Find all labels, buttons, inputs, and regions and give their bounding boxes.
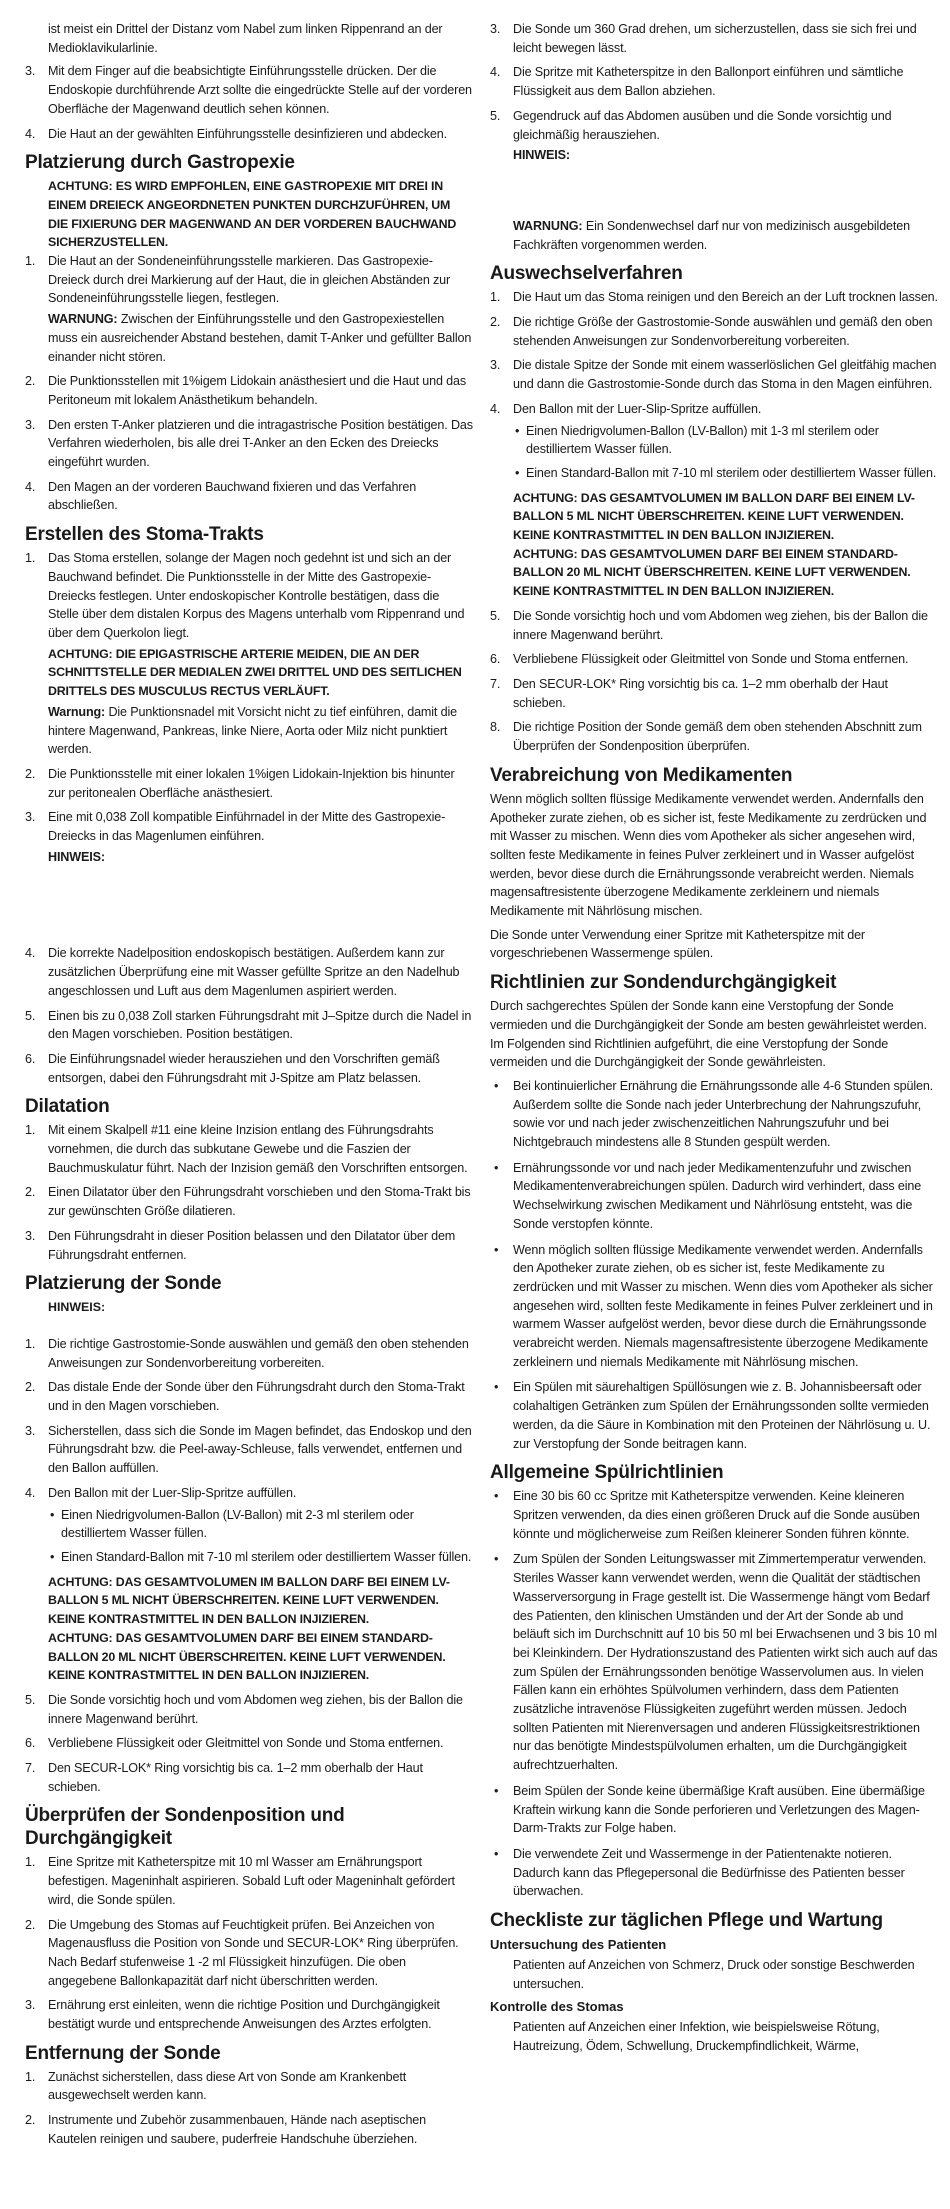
step-text: Die richtige Position der Sonde gemäß dem oben stehenden Abschnitt zum Überprüfen der Sondenposition überprüfen.: [513, 720, 922, 754]
bullet-icon: •: [494, 1380, 499, 1395]
platzierung-steps-cont: [25, 1691, 473, 1797]
section-heading-gastropexie: Platzierung durch Gastropexie: [25, 152, 295, 174]
bullet-icon: •: [515, 465, 520, 480]
section-heading-spuel: Allgemeine Spülrichtlinien: [490, 1462, 724, 1484]
step-number: 4.: [25, 126, 36, 141]
step-text: Die korrekte Nadelposition endoskopisch bestätigen. Außerdem kann zur zusätzlichen Überprüfung eine mit Wasser gefüllte Spritze an den Nadelhub angeschlossen und Luft aus dem Magenlumen aspiriert werden.: [48, 946, 460, 998]
hinweis-label: HINWEIS:: [48, 849, 105, 864]
list-item: 1. Zunächst sicherstellen, dass diese Art von Sonde am Krankenbett ausgewechselt werden kann.: [25, 2069, 407, 2103]
step-text: Den Ballon mit der Luer-Slip-Spritze auffüllen.: [48, 1485, 297, 1500]
list-item: 3. Eine mit 0,038 Zoll kompatible Einführnadel in der Mitte des Gastropexie-Dreiecks in das Magenlumen einführen. HINWEIS:: [25, 808, 473, 938]
left-column: [25, 20, 473, 2155]
list-item: • Einen Niedrigvolumen-Ballon (LV-Ballon) mit 2-3 ml sterilem oder destilliertem Wasser füllen.: [50, 1507, 414, 1541]
section-heading-dilatation: Dilatation: [25, 1096, 110, 1118]
step-text: Die Punktionsstelle mit einer lokalen 1%igen Lidokain-Injektion bis hinunter zur peritonealen Oberfläche anästhesiert.: [48, 766, 455, 800]
list-item: • Beim Spülen der Sonde keine übermäßige Kraft ausüben. Eine übermäßige Kraftein wirkung kann die Sonde perforieren und Verletzungen des Magen-Darm-Trakts zur Folge haben.: [494, 1783, 925, 1836]
right-column: [490, 20, 938, 2061]
list-item: • Ein Spülen mit säurehaltigen Spüllösungen wie z. B. Johannisbeersaft oder colahaltigen Getränken zum Spülen der Ernährungssonden sollte vermieden werden, da die Säure in Kombination mit den Proteinen der Nährlösung u. U. zur Verstopfung der Sonde beitragen kann.: [494, 1380, 931, 1451]
bullet-list: [490, 1487, 938, 1901]
list-item: 5. Die Sonde vorsichtig hoch und vom Abdomen weg ziehen, bis der Ballon die innere Magenwand berührt.: [490, 608, 928, 642]
list-item: 2. Die Punktionsstellen mit 1%igem Lidokain anästhesiert und die Haut und das Peritoneum mit lokalem Anästhetikum behandeln.: [25, 374, 467, 407]
platzierung-steps: [25, 1335, 473, 1567]
caution-text: ACHTUNG: DAS GESAMTVOLUMEN IM BALLON DARF BEI EINEM LV-BALLON 5 ML NICHT ÜBERSCHREITEN. KEINE LUFT VERWENDEN. KEINE KONTRASTMITTEL IN DEN BALLON INJIZIEREN.: [513, 490, 915, 543]
subheading: Kontrolle des Stomas: [490, 1999, 624, 2015]
list-item: • Bei kontinuierlicher Ernährung die Ernährungssonde alle 4-6 Stunden spülen. Außerdem sollte die Sonde nach jeder Unterbrechung der Nahrungszufuhr, sowie vor und nach jeder zwischenzeitlichen Nahrungszufuhr und bei Nichtgebrauch mindestens alle 8 Stunden gespült werden.: [494, 1078, 934, 1150]
list-item: • Zum Spülen der Sonden Leitungswasser mit Zimmertemperatur verwenden. Steriles Wasser kann verwendet werden, wenn die Qualität der städtischen Wasserversorgung in Frage gestellt ist. Die Wassermenge hängt vom Bedarf des Patienten, den klinischen Umständen und der Art der Sonde ab und beläuft sich im Durchschnitt auf 10 bis 50 ml bei Erwachsenen und 3 bis 10 ml bei Kleinkindern. Der Hydrationszustand des Patienten wirkt sich auch auf das zum Spülen der Ernährungssonden benötige Wasservolumen aus. In vielen Fällen kann ein erhöhtes Spülvolumen verhindern, dass dem Patienten zusätzliche intravenöse Flüssigkeiten zugeführt werden müssen. Jedoch sollten Patienten mit Nierenversagen und anderen Flüssigkeitsrestriktionen nur das benötigte Mindestspülvolumen erhalten, um die Durchgängigkeit aufrechtzuerhalten.: [494, 1552, 938, 1773]
hinweis-label: HINWEIS:: [48, 1300, 106, 1315]
step-text: Verbliebene Flüssigkeit oder Gleitmittel von Sonde und Stoma entfernen.: [513, 652, 909, 667]
list-item: 2. Die Punktionsstelle mit einer lokalen 1%igen Lidokain-Injektion bis hinunter zur peritonealen Oberfläche anästhesiert.: [25, 766, 455, 800]
list-item: 3. Den Führungsdraht in dieser Position belassen und den Dilatator über dem Führungsdraht entfernen.: [25, 1228, 456, 1262]
bullet-icon: •: [50, 1550, 55, 1564]
step-text: Die Sonde um 360 Grad drehen, um sicherzustellen, dass sie sich frei und leicht bewegen lässt.: [513, 22, 917, 55]
list-item: 4. Den Ballon mit der Luer-Slip-Spritze auffüllen. • Einen Niedrigvolumen-Ballon (LV-Ballon) mit 1-3 ml sterilem oder destilliertem Wasser füllen. • Einen Standard-Ballon mit 7-10 ml sterilem oder destilliertem Wasser füllen.: [490, 400, 938, 483]
step-text: Die Haut um das Stoma reinigen und den Bereich an der Luft trocknen lassen.: [513, 290, 938, 305]
paragraph: Patienten auf Anzeichen einer Infektion, wie beispielsweise Rötung, Hautreizung, Ödem, Schwellung, Druckempfindlichkeit, Wärme,: [513, 2020, 880, 2054]
step-text: Mit dem Finger auf die beabsichtigte Einführungsstelle drücken. Der die Endoskopie durchführende Arzt sollte die eingedrückte Stelle auf der vorderen Oberfläche der Magenwand deutlich sehen können.: [48, 64, 472, 116]
list-item: 1. Das Stoma erstellen, solange der Magen noch gedehnt ist und sich an der Bauchwand befindet. Die Punktionsstelle in der Mitte des Gastropexie-Dreiecks festlegen. Unter endoskopischer Kontrolle bestätigen, dass die Stelle über dem distalen Korpus des Magens unterhalb vom Rippenrand und über dem Querkolon liegt. ACHTUNG: DIE EPIGASTRISCHE ARTERIE MEIDEN, DIE AN DER SCHNITTSTELLE DER MEDIALEN ZWEI DRITTEL UND DES SEITLICHEN DRITTELS DES MUSCULUS RECTUS VERLÄUFT. Warnung: Die Punktionsnadel mit Vorsicht nicht zu tief einführen, damit die hintere Magenwand, Pankreas, linke Niere, Aorta oder Milz nicht punktiert werden.: [25, 549, 473, 759]
entfernung-steps-cont: [490, 20, 938, 165]
step-text: Sicherstellen, dass sich die Sonde im Magen befindet, das Endoskop und den Führungsdraht bzw. die Peel-away-Schleuse, falls verwendet, entfernen und den Ballon auffüllen.: [48, 1423, 472, 1476]
bullet-icon: •: [494, 1489, 499, 1504]
step-text: Eine mit 0,038 Zoll kompatible Einführnadel in der Mitte des Gastropexie-Dreiecks in das Magenlumen einführen.: [48, 810, 446, 844]
list-item: 6. Die Einführungsnadel wieder herausziehen und den Vorschriften gemäß entsorgen, dabei den Führungsdraht mit J-Spitze am Platz belassen.: [25, 1051, 440, 1085]
intro-steps: [25, 62, 473, 143]
list-item: 1. Die Haut um das Stoma reinigen und den Bereich an der Luft trocknen lassen.: [490, 290, 938, 305]
hinweis-label: HINWEIS:: [513, 148, 570, 163]
paragraph: Die Sonde unter Verwendung einer Spritze mit Katheterspitze mit der vorgeschriebenen Wassermenge spülen.: [490, 927, 865, 961]
list-item: 6. Verbliebene Flüssigkeit oder Gleitmittel von Sonde und Stoma entfernen.: [490, 652, 909, 667]
warning-label: WARNUNG:: [48, 312, 118, 327]
step-text: Den Magen an der vorderen Bauchwand fixieren und das Verfahren abschließen.: [48, 479, 417, 513]
paragraph: Patienten auf Anzeichen von Schmerz, Druck oder sonstige Beschwerden untersuchen.: [513, 1958, 915, 1991]
warning-note: WARNUNG: Ein Sondenwechsel darf nur von medizinisch ausgebildeten Fachkräften vorgenommen werden.: [513, 218, 910, 252]
caution-text: ACHTUNG: DIE EPIGASTRISCHE ARTERIE MEIDEN, DIE AN DER SCHNITTSTELLE DER MEDIALEN ZWEI DRITTEL UND DES SEITLICHEN DRITTELS DES MUSCULUS RECTUS VERLÄUFT.: [48, 646, 462, 699]
step-text: Einen Dilatator über den Führungsdraht vorschieben und den Stoma-Trakt bis zur gewünschten Größe dilatieren.: [48, 1185, 471, 1219]
list-item: 4. Den Magen an der vorderen Bauchwand fixieren und das Verfahren abschließen.: [25, 479, 417, 513]
list-item: • Einen Standard-Ballon mit 7-10 ml sterilem oder destilliertem Wasser füllen.: [513, 464, 938, 483]
list-item: • Einen Niedrigvolumen-Ballon (LV-Ballon) mit 1-3 ml sterilem oder destilliertem Wasser füllen.: [515, 423, 879, 457]
list-item: • Wenn möglich sollten flüssige Medikamente verwendet werden. Andernfalls den Apotheker zurate ziehen, ob es sicher ist, feste Medikamente zu zerdrücken und mit Wasser zu mischen. Wenn dies vom Apotheker als sicher angesehen wird, sollten feste Medikamente in feines Pulver zerkleinert und in warmem Wasser aufgelöst werden, bevor diese durch die Ernährungssonde verabreicht werden. Niemals magensaftresistente überzogene Medikamente zerkleinern und niemals Medikamente mit Nährlösung mischen.: [494, 1242, 933, 1369]
intro-continuation: ist meist ein Drittel der Distanz vom Nabel zum linken Rippenrand an der Medioklavikularlinie.: [48, 22, 443, 55]
list-item: 1. Die Haut an der Sondeneinführungsstelle markieren. Das Gastropexie-Dreieck durch drei Markierung auf der Haut, die in gleichen Abständen zur Sondeneinführungsstelle liegen, festlegen. WARNUNG: Zwischen der Einführungsstelle und den Gastropexiestellen muss ein ausreichender Abstand bestehen, damit T-Anker und gefüllter Ballon einander nicht stören.: [25, 252, 473, 366]
step-text: Die Haut an der Sondeneinführungsstelle markieren. Das Gastropexie-Dreieck durch drei Markierung auf der Haut, die in gleichen Abständen zur Sondeneinführungsstelle liegen, festlegen.: [48, 254, 451, 306]
list-item: 3. Ernährung erst einleiten, wenn die richtige Position und Durchgängigkeit bestätigt wurde und entsprechende Anweisungen des Arztes erfolgten.: [25, 1998, 440, 2032]
auswechsel-steps: [490, 288, 938, 482]
bullet-icon: •: [515, 423, 520, 438]
list-item: 2. Die Umgebung des Stomas auf Feuchtigkeit prüfen. Bei Anzeichen von Magenausfluss die Position von Sonde und SECUR-LOK* Ring überprüfen. Nach Bedarf stufenweise 1 -2 ml Flüssigkeit hinzufügen. Die oben angegebene Ballonkapazität darf nicht überschritten werden.: [25, 1917, 459, 1988]
warning-note: Warnung: Die Punktionsnadel mit Vorsicht nicht zu tief einführen, damit die hintere Magenwand, Pankreas, linke Niere, Aorta oder Milz nicht punktiert werden.: [48, 704, 457, 757]
section-heading-stoma: Erstellen des Stoma-Trakts: [25, 524, 264, 546]
list-item: 3. Die Sonde um 360 Grad drehen, um sicherzustellen, dass sie sich frei und leicht bewegen lässt.: [490, 22, 917, 55]
subheading: Untersuchung des Patienten: [490, 1937, 667, 1953]
step-text: Die Umgebung des Stomas auf Feuchtigkeit prüfen. Bei Anzeichen von Magenausfluss die Position von Sonde und SECUR-LOK* Ring überprüfen. Nach Bedarf stufenweise 1 -2 ml Flüssigkeit hinzufügen. Die oben angegebene Ballonkapazität darf nicht überschritten werden.: [48, 1917, 459, 1988]
bullet-list: [513, 422, 938, 483]
step-text: Den ersten T-Anker platzieren und die intragastrische Position bestätigen. Das Verfahren wiederholen, bis alle drei T-Anker an den Ecken des Dreiecks eingeführt wurden.: [48, 417, 473, 470]
list-item: 2. Die richtige Größe der Gastrostomie-Sonde auswählen und gemäß den oben stehenden Anweisungen zur Sondenvorbereitung vorbereiten.: [490, 315, 933, 348]
step-text: Eine Spritze mit Katheterspitze mit 10 ml Wasser am Ernährungsport befestigen. Mageninhalt aspirieren. Sobald Luft oder Mageninhalt gefördert wird, die Sonde spülen.: [48, 1855, 455, 1907]
list-item: 5. Gegendruck auf das Abdomen ausüben und die Sonde vorsichtig und gleichmäßig herausziehen. HINWEIS:: [490, 107, 938, 165]
step-text: Die distale Spitze der Sonde mit einem wasserlöslichen Gel gleitfähig machen und dann die Gastrostomie-Sonde durch das Stoma in den Magen einführen.: [513, 358, 937, 392]
section-heading-platzierung: Platzierung der Sonde: [25, 1273, 222, 1295]
bullet-list: [490, 1077, 938, 1453]
caution-text: ACHTUNG: DAS GESAMTVOLUMEN DARF BEI EINEM STANDARD-BALLON 20 ML NICHT ÜBERSCHREITEN. KEINE LUFT VERWENDEN. KEINE KONTRASTMITTEL IN DEN BALLON INJIZIEREN.: [48, 1630, 446, 1683]
step-text: Das Stoma erstellen, solange der Magen noch gedehnt ist und sich an der Bauchwand befindet. Die Punktionsstelle in der Mitte des Gastropexie-Dreiecks festlegen. Unter endoskopischer Kontrolle bestätigen, dass die Stelle über dem distalen Korpus des Magens unterhalb vom Rippenrand und über dem Querkolon liegt.: [48, 551, 465, 640]
step-text: Verbliebene Flüssigkeit oder Gleitmittel von Sonde und Stoma entfernen.: [48, 1736, 444, 1751]
step-text: Zunächst sicherstellen, dass diese Art von Sonde am Krankenbett ausgewechselt werden kann.: [48, 2069, 407, 2103]
bullet-icon: •: [494, 1160, 499, 1175]
step-number: 3.: [25, 64, 36, 79]
step-text: Die richtige Gastrostomie-Sonde auswählen und gemäß den oben stehenden Anweisungen zur Sondenvorbereitung vorbereiten.: [48, 1336, 469, 1370]
list-item: 2. Das distale Ende der Sonde über den Führungsdraht durch den Stoma-Trakt und in den Magen vorschieben.: [25, 1380, 465, 1414]
list-item: 7. Den SECUR-LOK* Ring vorsichtig bis ca. 1–2 mm oberhalb der Haut schieben.: [490, 676, 888, 710]
section-heading-medikamente: Verabreichung von Medikamenten: [490, 764, 793, 786]
list-item: 1. Die richtige Gastrostomie-Sonde auswählen und gemäß den oben stehenden Anweisungen zur Sondenvorbereitung vorbereiten.: [25, 1336, 469, 1370]
step-text: Die Sonde vorsichtig hoch und vom Abdomen weg ziehen, bis der Ballon die innere Magenwand berührt.: [48, 1692, 463, 1726]
list-item: 3. Sicherstellen, dass sich die Sonde im Magen befindet, das Endoskop und den Führungsdraht bzw. die Peel-away-Schleuse, falls verwendet, entfernen und den Ballon auffüllen.: [25, 1423, 472, 1476]
list-item: • Einen Standard-Ballon mit 7-10 ml sterilem oder destilliertem Wasser füllen.: [48, 1548, 473, 1567]
entfernung-steps: [25, 2068, 473, 2149]
step-text: Die Sonde vorsichtig hoch und vom Abdomen weg ziehen, bis der Ballon die innere Magenwand berührt.: [513, 608, 928, 642]
step-text: Einen bis zu 0,038 Zoll starken Führungsdraht mit J–Spitze durch die Nadel in den Magen vorschieben. Position bestätigen.: [48, 1008, 472, 1042]
caution-text: ACHTUNG: DAS GESAMTVOLUMEN IM BALLON DARF BEI EINEM LV-BALLON 5 ML NICHT ÜBERSCHREITEN. KEINE LUFT VERWENDEN. KEINE KONTRASTMITTEL IN DEN BALLON INJIZIEREN.: [48, 1574, 450, 1627]
section-heading-richtlinien: Richtlinien zur Sondendurchgängigkeit: [490, 972, 837, 994]
bullet-icon: •: [494, 1078, 499, 1093]
step-text: Die richtige Größe der Gastrostomie-Sonde auswählen und gemäß den oben stehenden Anweisungen zur Sondenvorbereitung vorbereiten.: [513, 315, 933, 348]
step-text: Instrumente und Zubehör zusammenbauen, Hände nach aseptischen Kautelen reinigen und saubere, puderfreie Handschuhe überziehen.: [48, 2113, 427, 2146]
list-item: • Ernährungssonde vor und nach jeder Medikamentenzufuhr und zwischen Medikamentenverabreichungen spülen. Dadurch wird verhindert, dass eine Wechselwirkung zwischen Medikament und Nährlösung entsteht, was die Sonde verstopfen könnte.: [494, 1160, 922, 1231]
step-text: Gegendruck auf das Abdomen ausüben und die Sonde vorsichtig und gleichmäßig herausziehen.: [513, 108, 892, 142]
warning-note: WARNUNG: Zwischen der Einführungsstelle und den Gastropexiestellen muss ein ausreichender Abstand bestehen, damit T-Anker und gefüllter Ballon einander nicht stören.: [48, 312, 472, 364]
step-text: Mit einem Skalpell #11 eine kleine Inzision entlang des Führungsdrahts vornehmen, die durch das subkutane Gewebe und die Faszien der Bauchmuskulatur führt. Nach der Inzision gemäß den Vorschriften entsorgen.: [48, 1123, 468, 1175]
bullet-icon: •: [50, 1507, 55, 1522]
list-item: 7. Den SECUR-LOK* Ring vorsichtig bis ca. 1–2 mm oberhalb der Haut schieben.: [25, 1761, 423, 1794]
bullet-icon: •: [494, 1846, 499, 1861]
paragraph: Durch sachgerechtes Spülen der Sonde kann eine Verstopfung der Sonde vermieden und die Durchgängigkeit der Sonde am besten gewährleistet werden. Im Folgenden sind Richtlinien aufgeführt, die eine Verstopfung der Sonde vermeiden und die Durchgängigkeit der Sonde gewährleisten.: [490, 999, 927, 1070]
step-text: Ernährung erst einleiten, wenn die richtige Position und Durchgängigkeit bestätigt wurde und entsprechende Anweisungen des Arztes erfolgten.: [48, 1998, 440, 2032]
bullet-list: [48, 1506, 473, 1567]
ueberpruefen-steps: [25, 1853, 473, 2033]
step-text: Die Spritze mit Katheterspitze in den Ballonport einführen und sämtliche Flüssigkeit aus dem Ballon abziehen.: [513, 65, 904, 99]
list-item: 2. Einen Dilatator über den Führungsdraht vorschieben und den Stoma-Trakt bis zur gewünschten Größe dilatieren.: [25, 1185, 471, 1219]
list-item: 3. Den ersten T-Anker platzieren und die intragastrische Position bestätigen. Das Verfahren wiederholen, bis alle drei T-Anker an den Ecken des Dreiecks eingeführt wurden.: [25, 417, 473, 470]
list-item: 8. Die richtige Position der Sonde gemäß dem oben stehenden Abschnitt zum Überprüfen der Sondenposition überprüfen.: [490, 720, 922, 754]
step-text: Die Haut an der gewählten Einführungsstelle desinfizieren und abdecken.: [48, 126, 447, 141]
step-text: Den Führungsdraht in dieser Position belassen und den Dilatator über dem Führungsdraht entfernen.: [48, 1228, 456, 1262]
auswechsel-steps-cont: [490, 607, 938, 756]
list-item: 5. Einen bis zu 0,038 Zoll starken Führungsdraht mit J–Spitze durch die Nadel in den Magen vorschieben. Position bestätigen.: [25, 1008, 472, 1042]
list-item: 4. Die Spritze mit Katheterspitze in den Ballonport einführen und sämtliche Flüssigkeit aus dem Ballon abziehen.: [490, 65, 904, 99]
section-heading-checkliste: Checkliste zur täglichen Pflege und Wartung: [490, 1910, 883, 1932]
list-item: 4. Den Ballon mit der Luer-Slip-Spritze auffüllen. • Einen Niedrigvolumen-Ballon (LV-Ballon) mit 2-3 ml sterilem oder destilliertem Wasser füllen. • Einen Standard-Ballon mit 7-10 ml sterilem oder destilliertem Wasser füllen.: [25, 1484, 473, 1567]
section-heading-entfernung: Entfernung der Sonde: [25, 2042, 221, 2064]
section-heading-ueberpruefen: Überprüfen der Sondenposition und Durchgängigkeit: [25, 1805, 345, 1850]
list-item: [25, 125, 473, 144]
step-text: Die Punktionsstellen mit 1%igem Lidokain anästhesiert und die Haut und das Peritoneum mit lokalem Anästhetikum behandeln.: [48, 374, 467, 407]
bullet-icon: •: [494, 1552, 499, 1567]
list-item: 6. Verbliebene Flüssigkeit oder Gleitmittel von Sonde und Stoma entfernen.: [25, 1736, 444, 1751]
list-item: 3. Die distale Spitze der Sonde mit einem wasserlöslichen Gel gleitfähig machen und dann die Gastrostomie-Sonde durch das Stoma in den Magen einführen.: [490, 358, 937, 392]
warning-label: WARNUNG:: [513, 218, 583, 233]
paragraph: Wenn möglich sollten flüssige Medikamente verwendet werden. Andernfalls den Apotheker zurate ziehen, ob es sicher ist, feste Medikamente zu zerdrücken und mit Wasser zu mischen. Wenn dies vom Apotheker als sicher angesehen wird, sollten feste Medikamente in feines Pulver zerkleinert und in Wasser aufgelöst werden, bevor diese durch die Ernährungssonde verabreicht werden. Niemals magensaftresistente überzogene Medikamente zerkleinern und niemals Medikamente mit Nährlösung mischen.: [490, 791, 927, 919]
section-heading-auswechsel: Auswechselverfahren: [490, 263, 683, 285]
list-item: 1. Eine Spritze mit Katheterspitze mit 10 ml Wasser am Ernährungsport befestigen. Mageninhalt aspirieren. Sobald Luft oder Mageninhalt gefördert wird, die Sonde spülen.: [25, 1855, 455, 1907]
list-item: • Die verwendete Zeit und Wassermenge in der Patientenakte notieren. Dadurch kann das Pflegepersonal die Bedürfnisse des Patienten besser überwachen.: [494, 1846, 905, 1899]
caution-text: ACHTUNG: ES WIRD EMPFOHLEN, EINE GASTROPEXIE MIT DREI IN EINEM DREIECK ANGEORDNETEN PUNKTEN DURCHZUFÜHREN, UM DIE FIXIERUNG DER MAGENWAND AN DER VORDEREN BAUCHWAND SICHERZUSTELLEN.: [48, 179, 457, 250]
dilatation-steps: [25, 1121, 473, 1264]
caution-text: ACHTUNG: DAS GESAMTVOLUMEN DARF BEI EINEM STANDARD-BALLON 20 ML NICHT ÜBERSCHREITEN. KEINE LUFT VERWENDEN. KEINE KONTRASTMITTEL IN DEN BALLON INJIZIEREN.: [513, 546, 911, 599]
list-item: 2. Instrumente und Zubehör zusammenbauen, Hände nach aseptischen Kautelen reinigen und saubere, puderfreie Handschuhe überziehen.: [25, 2113, 427, 2146]
list-item: [25, 62, 473, 118]
step-text: Den SECUR-LOK* Ring vorsichtig bis ca. 1–2 mm oberhalb der Haut schieben.: [48, 1761, 423, 1794]
step-text: Das distale Ende der Sonde über den Führungsdraht durch den Stoma-Trakt und in den Magen vorschieben.: [48, 1380, 465, 1414]
bullet-icon: •: [494, 1783, 499, 1798]
bullet-icon: •: [494, 1242, 499, 1257]
step-text: Den Ballon mit der Luer-Slip-Spritze auffüllen.: [513, 401, 762, 416]
stoma-steps: [25, 549, 473, 1087]
list-item: 5. Die Sonde vorsichtig hoch und vom Abdomen weg ziehen, bis der Ballon die innere Magenwand berührt.: [25, 1692, 463, 1726]
gastropexie-steps: [25, 252, 473, 515]
warning-label: Warnung:: [48, 704, 106, 719]
list-item: 1. Mit einem Skalpell #11 eine kleine Inzision entlang des Führungsdrahts vornehmen, die durch das subkutane Gewebe und die Faszien der Bauchmuskulatur führt. Nach der Inzision gemäß den Vorschriften entsorgen.: [25, 1123, 468, 1175]
list-item: • Eine 30 bis 60 cc Spritze mit Katheterspitze verwenden. Keine kleineren Spritzen verwenden, da dies einen größeren Druck auf die Sonde ausüben könnte und möglicherweise zum Reißen kleinerer Sonden führen könnte.: [494, 1489, 920, 1541]
step-text: Den SECUR-LOK* Ring vorsichtig bis ca. 1–2 mm oberhalb der Haut schieben.: [513, 676, 888, 710]
step-text: Die Einführungsnadel wieder herausziehen und den Vorschriften gemäß entsorgen, dabei den Führungsdraht mit J-Spitze am Platz belassen.: [48, 1051, 440, 1085]
list-item: 4. Die korrekte Nadelposition endoskopisch bestätigen. Außerdem kann zur zusätzlichen Überprüfung eine mit Wasser gefüllte Spritze an den Nadelhub angeschlossen und Luft aus dem Magenlumen aspiriert werden.: [25, 946, 460, 998]
